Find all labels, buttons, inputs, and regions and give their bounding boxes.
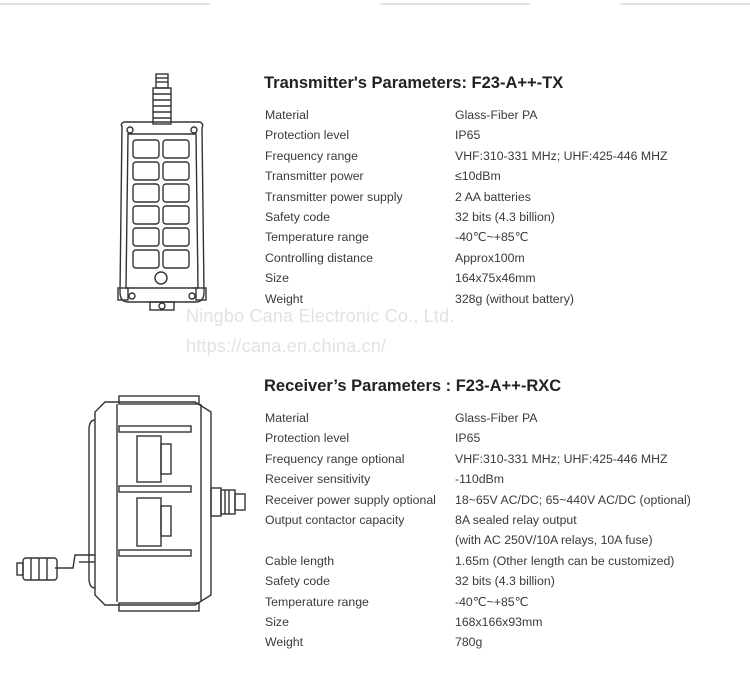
watermark-company: Ningbo Cana Electronic Co., Ltd. (186, 306, 455, 326)
parameter-label: Protection level (265, 431, 350, 446)
parameter-value: VHF:310-331 MHz; UHF:425-446 MHZ (455, 451, 668, 466)
transmitter-illustration (100, 70, 210, 320)
parameter-value: 18~65V AC/DC; 65~440V AC/DC (optional) (455, 492, 691, 507)
parameter-value: -40℃~+85℃ (455, 230, 529, 245)
parameter-value: ≤10dBm (455, 169, 501, 184)
parameter-value: 164x75x46mm (455, 271, 536, 286)
parameter-value: Approx100m (455, 250, 525, 265)
parameter-label: Frequency range (265, 148, 358, 163)
parameter-value: Glass-Fiber PA (455, 411, 538, 425)
parameter-label: Weight (265, 635, 304, 650)
parameter-label: Transmitter power supply (265, 189, 403, 204)
parameter-value: -110dBm (455, 472, 504, 487)
parameter-label: Output contactor capacity (265, 513, 405, 527)
parameter-label: Weight (265, 291, 304, 306)
parameter-value: 32 bits (4.3 billion) (455, 574, 555, 589)
parameter-value: 780g (455, 635, 483, 650)
parameter-label: Transmitter power (265, 169, 364, 184)
parameter-value: VHF:310-331 MHz; UHF:425-446 MHZ (455, 148, 668, 163)
parameter-label: Material (265, 411, 309, 425)
parameter-value: (with AC 250V/10A relays, 10A fuse) (455, 533, 653, 548)
parameter-label: Safety code (265, 210, 330, 224)
top-divider-right (620, 3, 750, 5)
parameter-label: Controlling distance (265, 250, 374, 265)
parameter-label: Temperature range (265, 594, 369, 609)
parameter-label: Size (265, 615, 289, 629)
parameter-label: Receiver sensitivity (265, 472, 371, 487)
parameter-value: IP65 (455, 128, 481, 143)
parameter-label: Cable length (265, 553, 335, 568)
receiver-title: Receiver’s Parameters : F23-A++-RXC (264, 377, 562, 395)
parameter-label: Safety code (265, 574, 330, 589)
parameter-label: Protection level (265, 128, 350, 143)
top-divider-center (380, 3, 530, 5)
parameter-label: Material (265, 108, 309, 122)
parameter-value: 1.65m (Other length can be customized) (455, 553, 675, 568)
top-divider-left (0, 3, 210, 5)
parameter-label: Size (265, 271, 289, 286)
parameter-label: Temperature range (265, 230, 369, 245)
watermark-url: https://cana.en.china.cn/ (186, 336, 387, 356)
parameter-label: Frequency range optional (265, 451, 405, 466)
parameter-value: IP65 (455, 431, 481, 446)
parameter-value: Glass-Fiber PA (455, 108, 538, 122)
parameter-value: 8A sealed relay output (455, 513, 577, 527)
parameter-value: 168x166x93mm (455, 615, 543, 629)
transmitter-title: Transmitter's Parameters: F23-A++-TX (264, 74, 564, 92)
parameter-value: 32 bits (4.3 billion) (455, 210, 555, 224)
parameter-value: -40℃~+85℃ (455, 594, 529, 609)
parameter-value: 328g (without battery) (455, 291, 574, 306)
parameter-value: 2 AA batteries (455, 189, 531, 204)
parameter-label: Receiver power supply optional (265, 492, 436, 507)
receiver-illustration (15, 390, 260, 620)
